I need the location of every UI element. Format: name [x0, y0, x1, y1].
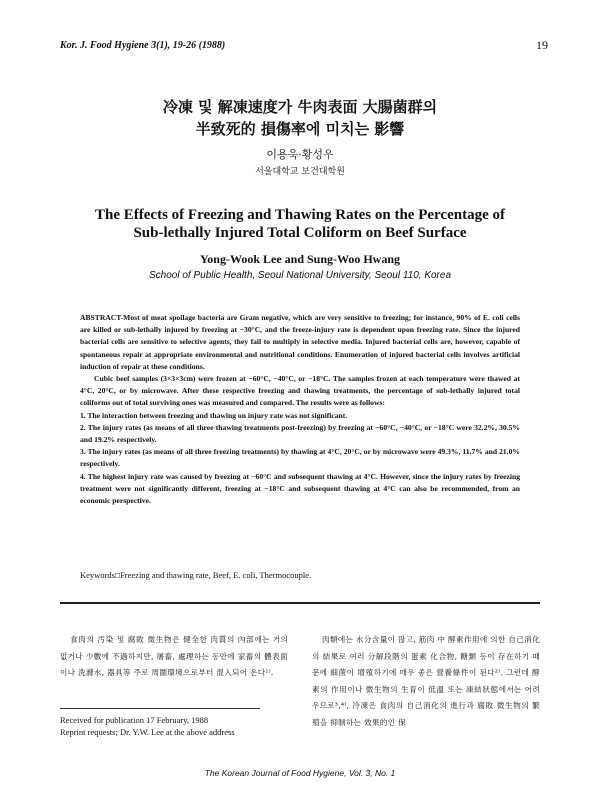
journal-citation: Kor. J. Food Hygiene 3(1), 19-26 (1988) — [60, 40, 226, 51]
abstract-paragraph-2: Cubic beef samples (3×3×3cm) were frozen at −60°C, −40°C, or −18°C. The samples frozen at each temperature were thawed at 4°C, 20°C, or by microwave. After these respective freezing and thawing treatments, the percentage of sub-lethally injured total coliforms out of total surviving ones was measured and compared. The results were as follows: — [80, 374, 520, 408]
english-title-line1: The Effects of Freezing and Thawing Rates on the Percentage of — [95, 207, 505, 223]
body-right-text: 肉類에는 水分含量이 많고, 筋肉 中 酵素作用에 의한 自己消化의 結果로 여러 分解段階의 蛋素 化合物, 糖類 등이 存在하기 때문에 細菌이 增殖하기에 매우 좋은 營養條件이 된다²⁾. 그런데 酵素의 作用이나 微生物의 生育이 低溫 또는 凍結狀態에서는 어려우므로³,⁴⁾, 冷凍은 食肉의 自己消化의 進行과 腐敗 微生物의 繁殖을 抑制하는 效果的인 保 — [312, 635, 540, 727]
received-date: Received for publication 17 February, 1988 — [60, 715, 209, 725]
korean-title — [60, 96, 540, 140]
result-item-4: 4. The highest injury rate was caused by freezing at −60°C and subsequent thawing at 4°C. However, since the injury rates by freezing treatment were not significantly different, freezing at −18°C and subsequent thawing at 4°C can also be recommended, from an economic perspective. — [80, 471, 520, 506]
reprint-requests: Reprint requests; Dr. Y.W. Lee at the above address — [60, 727, 235, 737]
keywords: Keywords□Freezing and thawing rate, Beef, E. coli, Thermocouple. — [80, 570, 312, 580]
korean-affiliation: 서울대학교 보건대학원 — [255, 167, 345, 177]
body-column-right — [312, 632, 540, 731]
korean-authors: 이용욱·황성우 — [266, 148, 334, 161]
footnote — [60, 714, 290, 738]
result-item-1: 1. The interaction between freezing and thawing on injury rate was not significant. — [80, 410, 348, 420]
page-footer: The Korean Journal of Food Hygiene, Vol. 3, No. 1 — [204, 768, 396, 778]
english-title — [60, 206, 540, 242]
section-divider — [60, 602, 540, 604]
results-list — [80, 410, 520, 508]
korean-title-line2: 半致死的 損傷率에 미치는 影響 — [195, 120, 405, 138]
abstract-paragraph-1: ABSTRACT-Most of meat spoilage bacteria are Gram negative, which are very sensitive to freezing; for instance, 90% of E. coli cells are killed or sub-lethally injured by freezing at −30°C, and the freeze-injury rate is dependent upon freezing rate. Since the injured bacterial cells are sensitive to selective agents, they fail to multiply in selective media. Injured bacterial cells are, however, capable of spontaneous repair at appropriate environmental and nutritional conditions. Enumeration of injured bacterial cells involves artificial induction of repair at these conditions. — [80, 313, 520, 371]
english-authors: Yong-Wook Lee and Sung-Woo Hwang — [199, 252, 401, 266]
body-column-left — [60, 632, 288, 682]
result-item-2: 2. The injury rates (as means of all three thawing treatments post-freezing) by freezing at −60°C, −40°C, or −18°C were 32.2%, 30.5% and 19.2% respectively. — [80, 422, 520, 445]
page-number: 19 — [536, 38, 548, 52]
english-affiliation: School of Public Health, Seoul National University, Seoul 110, Korea — [148, 270, 452, 281]
result-item-3: 3. The injury rates (as means of all three freezing treatments) by thawing at 4°C, 20°C, or by microwave were 49.3%, 11.7% and 21.0% respectively. — [80, 447, 520, 469]
abstract — [80, 312, 520, 507]
footnote-divider — [60, 708, 260, 709]
body-left-text: 食肉의 汚染 및 腐敗 微生物은 健全한 肉質의 內部에는 거의 없거나 少數에 不過하지만, 屠畜, 處理하는 동안에 家畜의 體表面이나 洗滌水, 器具等 주로 周圍環境으로부터 混入되어 온다¹⁾. — [60, 635, 288, 677]
english-title-line2: Sub-lethally Injured Total Coliform on Beef Surface — [133, 225, 467, 241]
korean-title-line1: 冷凍 및 解凍速度가 牛肉表面 大腸菌群의 — [162, 98, 438, 116]
